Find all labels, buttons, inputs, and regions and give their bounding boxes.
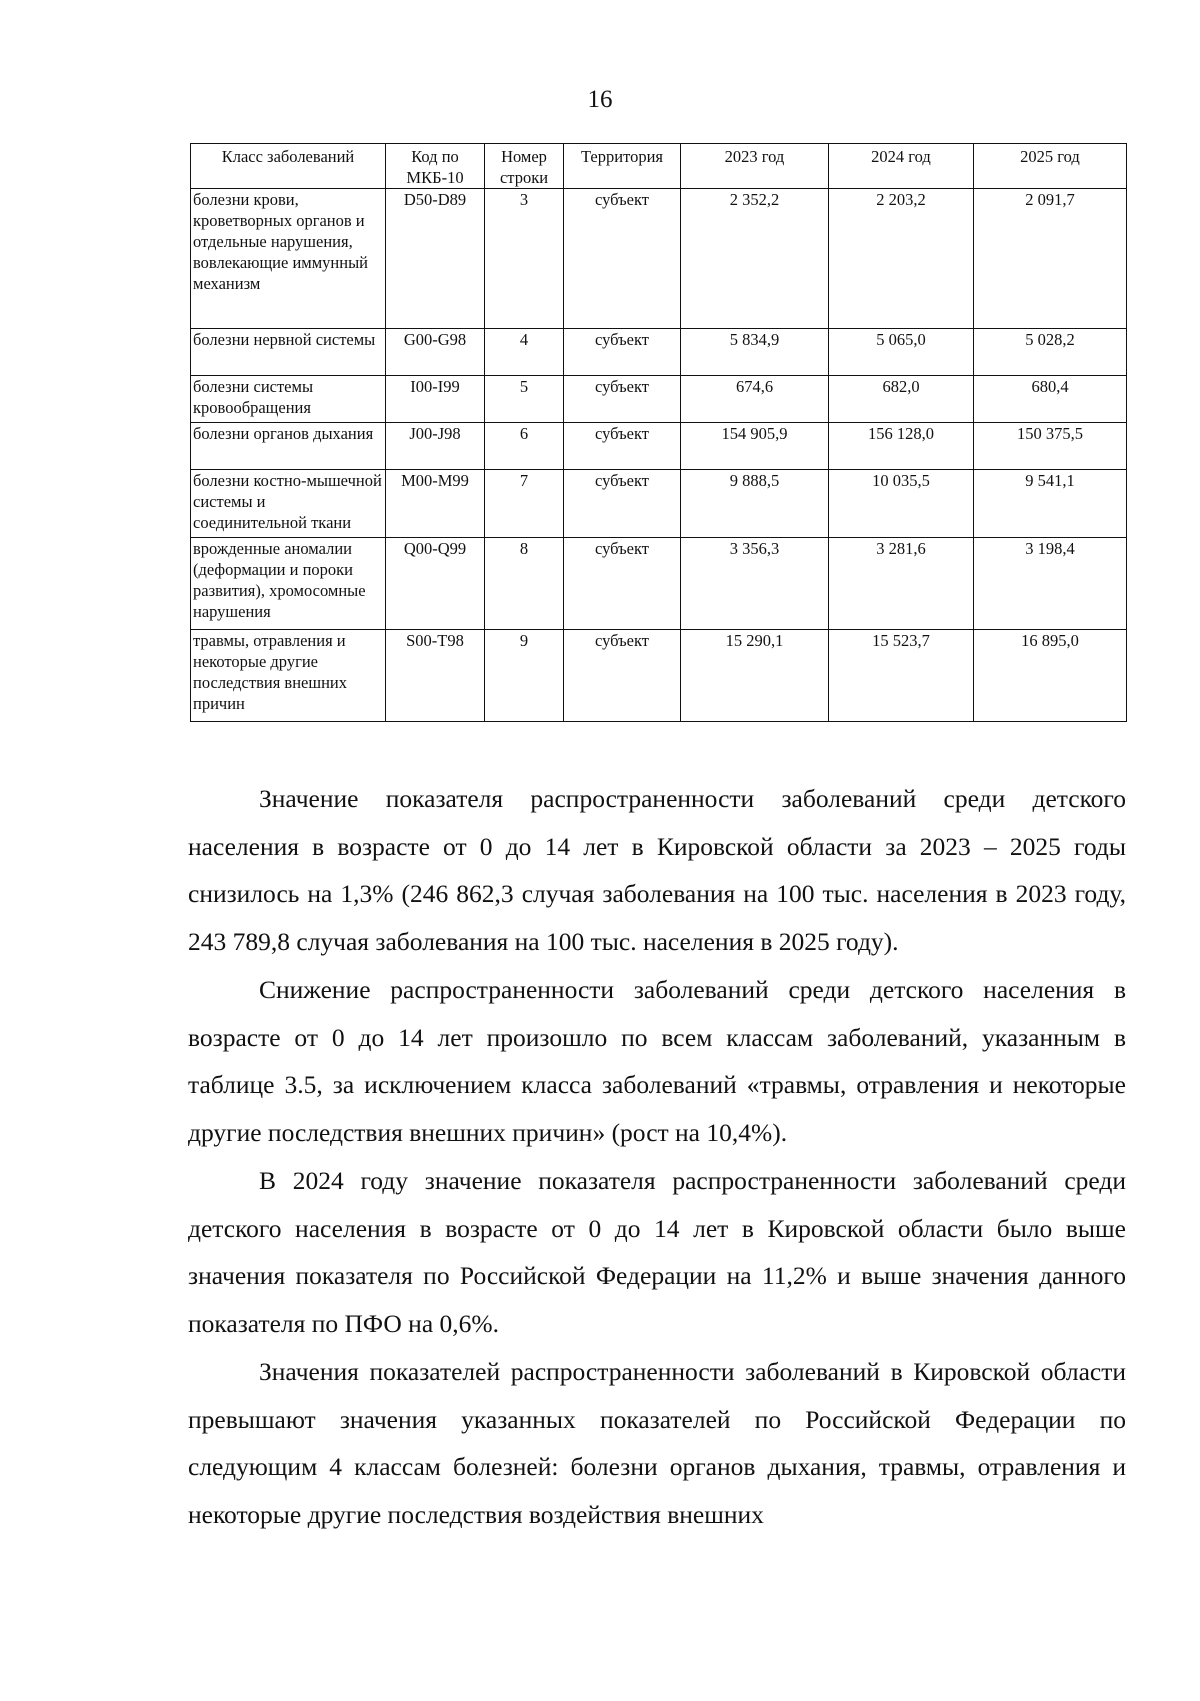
paragraph: Значение показателя распространенности заболеваний среди детского населения в возрасте от 0 до 14 лет в Кировской области за 2023 – 2025 годы снизилось на 1,3% (246 862,3 случая заболевания на 100 тыс. населения в 2023 году, 243 789,8 случая заболевания на 100 тыс. населения в 2025 году). bbox=[188, 784, 1126, 956]
cell-value-2025: 680,4 bbox=[974, 376, 1127, 423]
page-number: 16 bbox=[587, 86, 613, 113]
cell-value-2024: 5 065,0 bbox=[829, 329, 974, 376]
cell-row-number: 5 bbox=[485, 376, 564, 423]
table-row bbox=[191, 376, 1127, 423]
cell-value-2024: 3 281,6 bbox=[829, 538, 974, 630]
cell-disease-class: болезни нервной системы bbox=[191, 329, 386, 376]
cell-value-2025: 5 028,2 bbox=[974, 329, 1127, 376]
cell-row-number: 9 bbox=[485, 630, 564, 722]
cell-territory: субъект bbox=[564, 376, 681, 423]
cell-value-2023: 2 352,2 bbox=[681, 189, 829, 329]
cell-row-number: 4 bbox=[485, 329, 564, 376]
cell-territory: субъект bbox=[564, 423, 681, 470]
table-row bbox=[191, 329, 1127, 376]
cell-value-2025: 150 375,5 bbox=[974, 423, 1127, 470]
table-row bbox=[191, 423, 1127, 470]
header-year-2023: 2023 год bbox=[681, 144, 829, 189]
cell-disease-class: болезни крови, кроветворных органов и отдельные нарушения, вовлекающие иммунный механизм bbox=[191, 189, 386, 329]
table-row bbox=[191, 470, 1127, 538]
table-row bbox=[191, 189, 1127, 329]
cell-territory: субъект bbox=[564, 470, 681, 538]
cell-icd-code: S00-T98 bbox=[386, 630, 485, 722]
table-row bbox=[191, 538, 1127, 630]
header-year-2024: 2024 год bbox=[829, 144, 974, 189]
cell-value-2025: 2 091,7 bbox=[974, 189, 1127, 329]
morbidity-table bbox=[190, 143, 1127, 722]
cell-territory: субъект bbox=[564, 630, 681, 722]
cell-icd-code: G00-G98 bbox=[386, 329, 485, 376]
cell-territory: субъект bbox=[564, 329, 681, 376]
cell-value-2023: 674,6 bbox=[681, 376, 829, 423]
cell-disease-class: болезни органов дыхания bbox=[191, 423, 386, 470]
cell-value-2023: 9 888,5 bbox=[681, 470, 829, 538]
cell-value-2024: 156 128,0 bbox=[829, 423, 974, 470]
header-territory: Территория bbox=[564, 144, 681, 189]
cell-icd-code: I00-I99 bbox=[386, 376, 485, 423]
cell-disease-class: врожденные аномалии (деформации и пороки развития), хромосомные нарушения bbox=[191, 538, 386, 630]
body-text bbox=[188, 775, 1126, 1539]
cell-icd-code: Q00-Q99 bbox=[386, 538, 485, 630]
cell-icd-code: M00-M99 bbox=[386, 470, 485, 538]
cell-value-2024: 10 035,5 bbox=[829, 470, 974, 538]
cell-icd-code: J00-J98 bbox=[386, 423, 485, 470]
cell-value-2025: 16 895,0 bbox=[974, 630, 1127, 722]
cell-value-2023: 15 290,1 bbox=[681, 630, 829, 722]
cell-territory: субъект bbox=[564, 538, 681, 630]
cell-value-2024: 682,0 bbox=[829, 376, 974, 423]
table-row bbox=[191, 630, 1127, 722]
cell-disease-class: травмы, отравления и некоторые другие последствия внешних причин bbox=[191, 630, 386, 722]
cell-value-2023: 154 905,9 bbox=[681, 423, 829, 470]
cell-row-number: 7 bbox=[485, 470, 564, 538]
cell-territory: субъект bbox=[564, 189, 681, 329]
cell-disease-class: болезни системы кровообращения bbox=[191, 376, 386, 423]
paragraph: В 2024 году значение показателя распространенности заболеваний среди детского населения в возрасте от 0 до 14 лет в Кировской области было выше значения показателя по Российской Федерации на 11,2% и выше значения данного показателя по ПФО на 0,6%. bbox=[188, 1166, 1126, 1338]
header-disease-class: Класс заболеваний bbox=[191, 144, 386, 189]
cell-value-2024: 15 523,7 bbox=[829, 630, 974, 722]
table-header-row bbox=[191, 144, 1127, 189]
cell-disease-class: болезни костно-мышечной системы и соединительной ткани bbox=[191, 470, 386, 538]
cell-value-2025: 3 198,4 bbox=[974, 538, 1127, 630]
cell-row-number: 6 bbox=[485, 423, 564, 470]
header-icd-code: Код по МКБ-10 bbox=[386, 144, 485, 189]
cell-value-2024: 2 203,2 bbox=[829, 189, 974, 329]
header-year-2025: 2025 год bbox=[974, 144, 1127, 189]
paragraph: Снижение распространенности заболеваний среди детского населения в возрасте от 0 до 14 лет произошло по всем классам заболеваний, указанным в таблице 3.5, за исключением класса заболеваний «травмы, отравления и некоторые другие последствия внешних причин» (рост на 10,4%). bbox=[188, 975, 1126, 1147]
cell-value-2023: 5 834,9 bbox=[681, 329, 829, 376]
cell-row-number: 8 bbox=[485, 538, 564, 630]
cell-icd-code: D50-D89 bbox=[386, 189, 485, 329]
cell-row-number: 3 bbox=[485, 189, 564, 329]
header-row-number: Номер строки bbox=[485, 144, 564, 189]
cell-value-2025: 9 541,1 bbox=[974, 470, 1127, 538]
cell-value-2023: 3 356,3 bbox=[681, 538, 829, 630]
paragraph: Значения показателей распространенности заболеваний в Кировской области превышают значения указанных показателей по Российской Федерации по следующим 4 классам болезней: болезни органов дыхания, травмы, отравления и некоторые другие последствия воздействия внешних bbox=[188, 1357, 1126, 1529]
